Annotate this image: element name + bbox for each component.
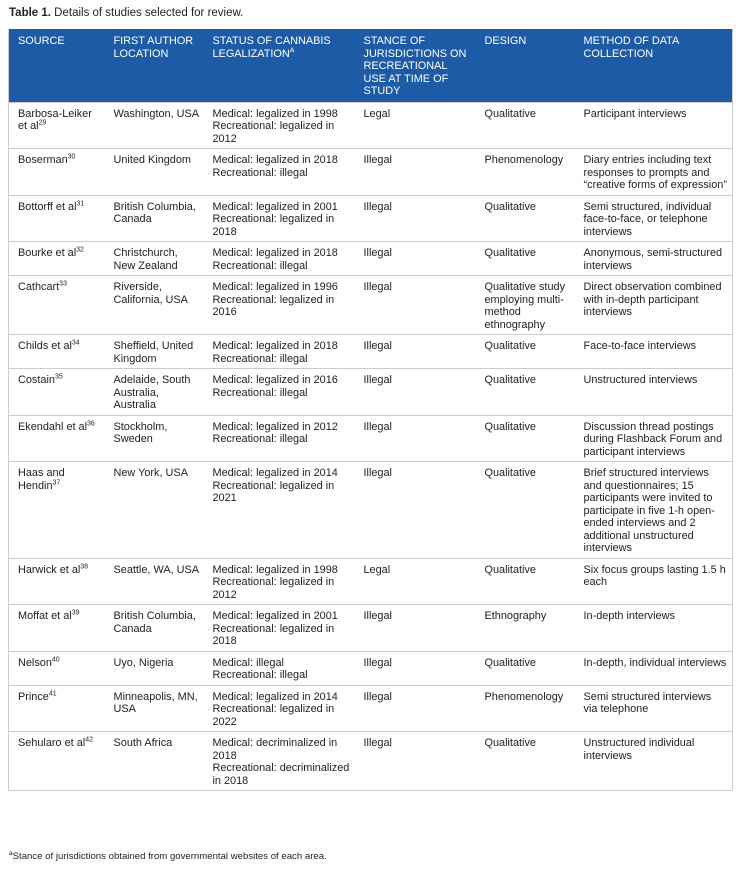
cell-location: Minneapolis, MN, USA [105, 685, 204, 732]
header-design: DESIGN [484, 35, 527, 47]
cell-design: Qualitative [476, 732, 575, 791]
cell-source [9, 102, 105, 149]
header-status [204, 29, 355, 102]
cell-method: Unstructured individual interviews [575, 732, 733, 791]
cell-design: Qualitative [476, 335, 575, 369]
cell-stance: Illegal [355, 276, 476, 335]
status-recreational: Recreational: illegal [212, 386, 308, 399]
source-ref: 40 [51, 656, 60, 664]
cell-source [9, 685, 105, 732]
cell-design: Phenomenology [476, 685, 575, 732]
cell-location: British Columbia, Canada [105, 195, 204, 242]
status-recreational: Recreational: legalized in 2022 [212, 703, 335, 728]
status-medical: Medical: legalized in 2016 [212, 374, 338, 387]
cell-stance: Illegal [355, 195, 476, 242]
cell-method: Semi structured, individual face-to-face, or telephone interviews [575, 195, 733, 242]
cell-status [204, 335, 355, 369]
source-ref: 36 [87, 420, 95, 428]
table-row [9, 732, 733, 791]
status-medical: Medical: legalized in 2014 [212, 467, 338, 480]
footnote-text: Stance of jurisdictions obtained from governmental websites of each area. [12, 851, 327, 862]
cell-source [9, 462, 105, 559]
cell-source [9, 732, 105, 791]
cell-location: Adelaide, South Australia, Australia [105, 369, 204, 416]
cell-status [204, 276, 355, 335]
source-ref: 39 [71, 609, 80, 617]
table-caption-label: Table 1. [9, 7, 51, 19]
cell-stance: Illegal [355, 242, 476, 276]
cell-stance: Illegal [355, 685, 476, 732]
cell-location: Stockholm, Sweden [105, 415, 204, 462]
cell-method: Discussion thread postings during Flashback Forum and participant interviews [575, 415, 733, 462]
cell-location: Uyo, Nigeria [105, 651, 204, 685]
source-ref: 41 [48, 690, 57, 698]
cell-method: Brief structured interviews and questionnaires; 15 participants were invited to participate in five 1-h open-ended interviews and 2 additional unstructured interviews [575, 462, 733, 559]
cell-status [204, 605, 355, 652]
source-name: Bourke et al [18, 247, 77, 260]
cell-method: Unstructured interviews [575, 369, 733, 416]
status-recreational: Recreational: decriminalized in 2018 [212, 762, 350, 787]
source-name: Harwick et al [18, 563, 81, 576]
source-ref: 35 [54, 373, 63, 381]
header-status-sup: A [289, 46, 295, 54]
status-recreational: Recreational: illegal [212, 669, 308, 682]
cell-location: Riverside, California, USA [105, 276, 204, 335]
status-medical: Medical: legalized in 1996 [212, 281, 338, 294]
table-row [9, 242, 733, 276]
cell-source [9, 651, 105, 685]
cell-location: Seattle, WA, USA [105, 558, 204, 605]
source-ref: 33 [59, 280, 67, 288]
source-name: Cathcart [18, 281, 60, 294]
cell-status [204, 462, 355, 559]
status-recreational: Recreational: illegal [212, 352, 308, 365]
cell-design: Qualitative study employing multi-method ethnography [476, 276, 575, 335]
source-ref: 30 [67, 153, 76, 161]
cell-design: Qualitative [476, 462, 575, 559]
status-medical: Medical: legalized in 2014 [212, 690, 338, 703]
cell-design: Qualitative [476, 369, 575, 416]
source-name: Boserman [18, 154, 68, 167]
status-medical: Medical: legalized in 2018 [212, 340, 338, 353]
cell-stance: Illegal [355, 462, 476, 559]
cell-location: Christchurch, New Zealand [105, 242, 204, 276]
table-row [9, 685, 733, 732]
cell-method: Direct observation combined with in-depth participant interviews [575, 276, 733, 335]
cell-status [204, 102, 355, 149]
cell-method: Face-to-face interviews [575, 335, 733, 369]
cell-status [204, 195, 355, 242]
studies-table [8, 29, 733, 791]
source-name: Bottorff et al [18, 200, 77, 213]
table-caption-text: Details of studies selected for review. [54, 7, 244, 19]
status-medical: Medical: legalized in 2001 [212, 200, 338, 213]
cell-stance: Illegal [355, 605, 476, 652]
table-row [9, 149, 733, 196]
source-name: Sehularo et al [18, 737, 86, 750]
status-medical: Medical: legalized in 1998 [212, 563, 338, 576]
cell-method: Anonymous, semi-structured interviews [575, 242, 733, 276]
cell-method: In-depth, individual interviews [575, 651, 733, 685]
cell-method: Six focus groups lasting 1.5 h each [575, 558, 733, 605]
status-recreational: Recreational: legalized in 2018 [212, 622, 335, 648]
cell-design: Ethnography [476, 605, 575, 652]
source-ref: 37 [52, 479, 61, 487]
cell-source [9, 195, 105, 242]
cell-source [9, 242, 105, 276]
source-name: Costain [18, 374, 55, 387]
status-recreational: Recreational: illegal [212, 259, 308, 272]
source-name: Barbosa-Leiker et al [18, 107, 92, 133]
cell-design: Phenomenology [476, 149, 575, 196]
cell-source [9, 276, 105, 335]
table-row [9, 462, 733, 559]
cell-source [9, 149, 105, 196]
source-name: Nelson [18, 656, 52, 669]
cell-stance: Legal [355, 102, 476, 149]
header-source: SOURCE [18, 35, 65, 47]
cell-stance: Illegal [355, 335, 476, 369]
status-medical: Medical: legalized in 2018 [212, 154, 338, 167]
status-medical: Medical: legalized in 2001 [212, 610, 338, 623]
cell-method: Semi structured interviews via telephone [575, 685, 733, 732]
status-recreational: Recreational: legalized in 2012 [212, 120, 335, 145]
status-medical: Medical: legalized in 2018 [212, 247, 338, 260]
cell-stance: Illegal [355, 651, 476, 685]
status-medical: Medical: legalized in 2012 [212, 420, 338, 433]
cell-status [204, 685, 355, 732]
source-ref: 31 [76, 200, 85, 208]
header-row [9, 29, 733, 102]
header-stance: STANCE OF JURISDICTIONS ON RECREATIONAL USE AT TIME OF STUDY [363, 35, 467, 98]
table-row [9, 276, 733, 335]
source-ref: 38 [80, 563, 89, 571]
header-status-text: STATUS OF CANNABIS LEGALIZATION [212, 35, 331, 60]
table-caption [9, 6, 243, 20]
table-row [9, 335, 733, 369]
source-ref: 29 [38, 119, 47, 127]
cell-method: Participant interviews [575, 102, 733, 149]
header-location: FIRST AUTHOR LOCATION [113, 35, 194, 60]
cell-location: British Columbia, Canada [105, 605, 204, 652]
table-footnote [9, 851, 327, 863]
table-row [9, 369, 733, 416]
cell-stance: Illegal [355, 415, 476, 462]
status-recreational: Recreational: illegal [212, 433, 308, 446]
cell-source [9, 369, 105, 416]
status-medical: Medical: decriminalized in 2018 [212, 737, 338, 762]
status-recreational: Recreational: legalized in 2012 [212, 576, 335, 601]
cell-status [204, 651, 355, 685]
table-row [9, 102, 733, 149]
cell-status [204, 732, 355, 791]
source-name: Moffat et al [18, 610, 72, 623]
source-name: Childs et al [18, 340, 72, 353]
cell-source [9, 558, 105, 605]
footnote-sup: a [9, 849, 13, 857]
status-recreational: Recreational: legalized in 2016 [212, 293, 335, 319]
status-medical: Medical: illegal [212, 656, 284, 669]
status-recreational: Recreational: illegal [212, 166, 308, 179]
source-ref: 32 [76, 246, 84, 254]
cell-method: In-depth interviews [575, 605, 733, 652]
table-row [9, 558, 733, 605]
cell-design: Qualitative [476, 415, 575, 462]
source-name: Haas and Hendin [18, 467, 65, 492]
source-name: Ekendahl et al [18, 420, 88, 433]
table-row [9, 195, 733, 242]
cell-design: Qualitative [476, 558, 575, 605]
cell-stance: Legal [355, 558, 476, 605]
source-name: Prince [18, 690, 49, 703]
cell-status [204, 415, 355, 462]
cell-status [204, 149, 355, 196]
cell-location: United Kingdom [105, 149, 204, 196]
cell-design: Qualitative [476, 651, 575, 685]
cell-status [204, 558, 355, 605]
status-recreational: Recreational: legalized in 2018 [212, 213, 335, 238]
status-medical: Medical: legalized in 1998 [212, 107, 338, 120]
table-row [9, 415, 733, 462]
cell-status [204, 242, 355, 276]
table-body [9, 102, 733, 791]
cell-location: Sheffield, United Kingdom [105, 335, 204, 369]
cell-source [9, 605, 105, 652]
table-row [9, 651, 733, 685]
source-ref: 34 [71, 339, 80, 347]
cell-source [9, 415, 105, 462]
cell-source [9, 335, 105, 369]
table-row [9, 605, 733, 652]
cell-method: Diary entries including text responses to prompts and “creative forms of expression” [575, 149, 733, 196]
cell-location: Washington, USA [105, 102, 204, 149]
cell-location: New York, USA [105, 462, 204, 559]
cell-design: Qualitative [476, 102, 575, 149]
source-ref: 42 [85, 736, 94, 744]
cell-stance: Illegal [355, 149, 476, 196]
cell-design: Qualitative [476, 242, 575, 276]
cell-location: South Africa [105, 732, 204, 791]
cell-design: Qualitative [476, 195, 575, 242]
table-header [9, 29, 733, 102]
cell-status [204, 369, 355, 416]
cell-stance: Illegal [355, 369, 476, 416]
header-method: METHOD OF DATA COLLECTION [583, 35, 679, 60]
cell-stance: Illegal [355, 732, 476, 791]
status-recreational: Recreational: legalized in 2021 [212, 479, 335, 505]
